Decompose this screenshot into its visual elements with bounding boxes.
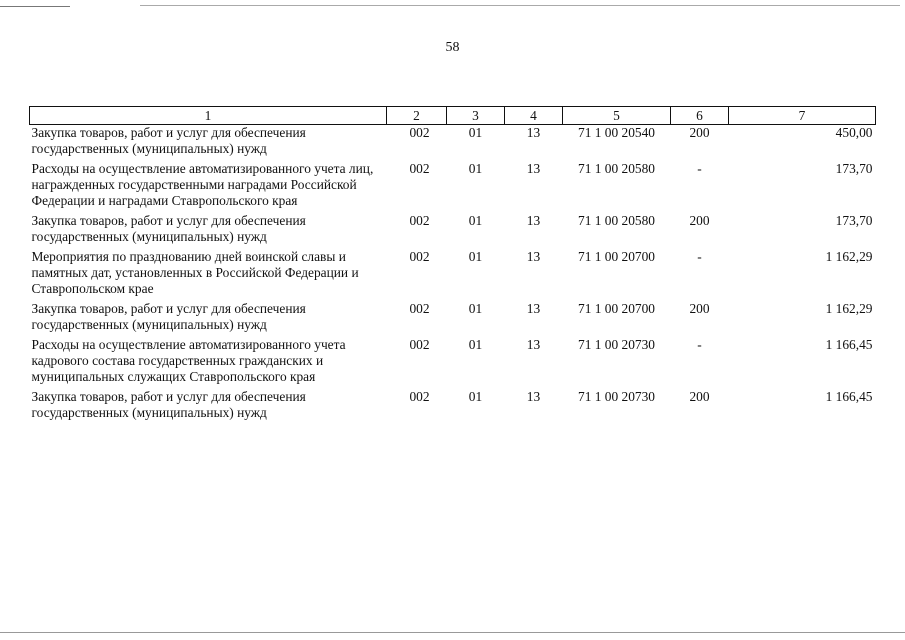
budget-table bbox=[29, 106, 876, 425]
header-col-7: 7 bbox=[729, 107, 876, 125]
scan-artifact-bottom bbox=[0, 632, 905, 633]
row-amount: 1 162,29 bbox=[825, 301, 873, 316]
row-subsection-code: 13 bbox=[526, 249, 541, 264]
row-expense-type: 200 bbox=[689, 389, 710, 404]
row-section-code: 01 bbox=[468, 161, 483, 176]
row-expense-type: 200 bbox=[689, 213, 710, 228]
row-expense-type: - bbox=[697, 337, 702, 352]
row-section-code: 01 bbox=[468, 301, 483, 316]
row-section-code: 01 bbox=[468, 213, 483, 228]
row-ministry-code: 002 bbox=[409, 337, 430, 352]
row-expense-type: 200 bbox=[689, 125, 710, 140]
table-row bbox=[30, 389, 876, 425]
row-subsection-code: 13 bbox=[526, 389, 541, 404]
row-amount: 173,70 bbox=[835, 213, 873, 228]
row-section-code: 01 bbox=[468, 337, 483, 352]
row-target-code: 71 1 00 20580 bbox=[578, 213, 655, 228]
row-amount: 450,00 bbox=[835, 125, 873, 140]
row-ministry-code: 002 bbox=[409, 161, 430, 176]
row-ministry-code: 002 bbox=[409, 249, 430, 264]
row-name: Расходы на осуществление автоматизированного учета лиц, награжденных государственными наградами Российской Федерации и наградами Ставропольского края bbox=[31, 161, 374, 208]
row-name: Закупка товаров, работ и услуг для обеспечения государственных (муниципальных) нужд bbox=[31, 301, 306, 332]
row-expense-type: - bbox=[697, 161, 702, 176]
scan-artifact-top bbox=[140, 5, 900, 6]
scan-artifact-top-left bbox=[0, 6, 70, 7]
header-col-2: 2 bbox=[387, 107, 447, 125]
table-row bbox=[30, 161, 876, 213]
row-ministry-code: 002 bbox=[409, 389, 430, 404]
header-col-1: 1 bbox=[30, 107, 387, 125]
row-name: Закупка товаров, работ и услуг для обеспечения государственных (муниципальных) нужд bbox=[31, 389, 306, 420]
row-target-code: 71 1 00 20730 bbox=[578, 337, 655, 352]
header-col-6: 6 bbox=[671, 107, 729, 125]
row-subsection-code: 13 bbox=[526, 125, 541, 140]
row-name: Закупка товаров, работ и услуг для обеспечения государственных (муниципальных) нужд bbox=[31, 125, 306, 156]
table-row bbox=[30, 337, 876, 389]
row-amount: 1 166,45 bbox=[825, 389, 873, 404]
row-ministry-code: 002 bbox=[409, 301, 430, 316]
header-col-5: 5 bbox=[563, 107, 671, 125]
row-amount: 1 162,29 bbox=[825, 249, 873, 264]
row-amount: 1 166,45 bbox=[825, 337, 873, 352]
row-section-code: 01 bbox=[468, 249, 483, 264]
row-subsection-code: 13 bbox=[526, 213, 541, 228]
row-subsection-code: 13 bbox=[526, 301, 541, 316]
row-expense-type: - bbox=[697, 249, 702, 264]
row-name: Расходы на осуществление автоматизированного учета кадрового состава государственных гражданских и муниципальных служащих Ставропольского края bbox=[31, 337, 346, 384]
row-target-code: 71 1 00 20700 bbox=[578, 249, 655, 264]
row-ministry-code: 002 bbox=[409, 213, 430, 228]
row-target-code: 71 1 00 20700 bbox=[578, 301, 655, 316]
table-header-row bbox=[30, 107, 876, 125]
row-ministry-code: 002 bbox=[409, 125, 430, 140]
table-row bbox=[30, 125, 876, 162]
row-target-code: 71 1 00 20730 bbox=[578, 389, 655, 404]
row-target-code: 71 1 00 20540 bbox=[578, 125, 655, 140]
row-section-code: 01 bbox=[468, 389, 483, 404]
row-name: Мероприятия по празднованию дней воинской славы и памятных дат, установленных в Российской Федерации и Ставропольском крае bbox=[31, 249, 359, 296]
row-target-code: 71 1 00 20580 bbox=[578, 161, 655, 176]
row-amount: 173,70 bbox=[835, 161, 873, 176]
row-subsection-code: 13 bbox=[526, 337, 541, 352]
page-number: 58 bbox=[445, 40, 460, 55]
table-row bbox=[30, 301, 876, 337]
row-expense-type: 200 bbox=[689, 301, 710, 316]
table-row bbox=[30, 213, 876, 249]
header-col-3: 3 bbox=[447, 107, 505, 125]
table-row bbox=[30, 249, 876, 301]
header-col-4: 4 bbox=[505, 107, 563, 125]
row-section-code: 01 bbox=[468, 125, 483, 140]
row-subsection-code: 13 bbox=[526, 161, 541, 176]
row-name: Закупка товаров, работ и услуг для обеспечения государственных (муниципальных) нужд bbox=[31, 213, 306, 244]
